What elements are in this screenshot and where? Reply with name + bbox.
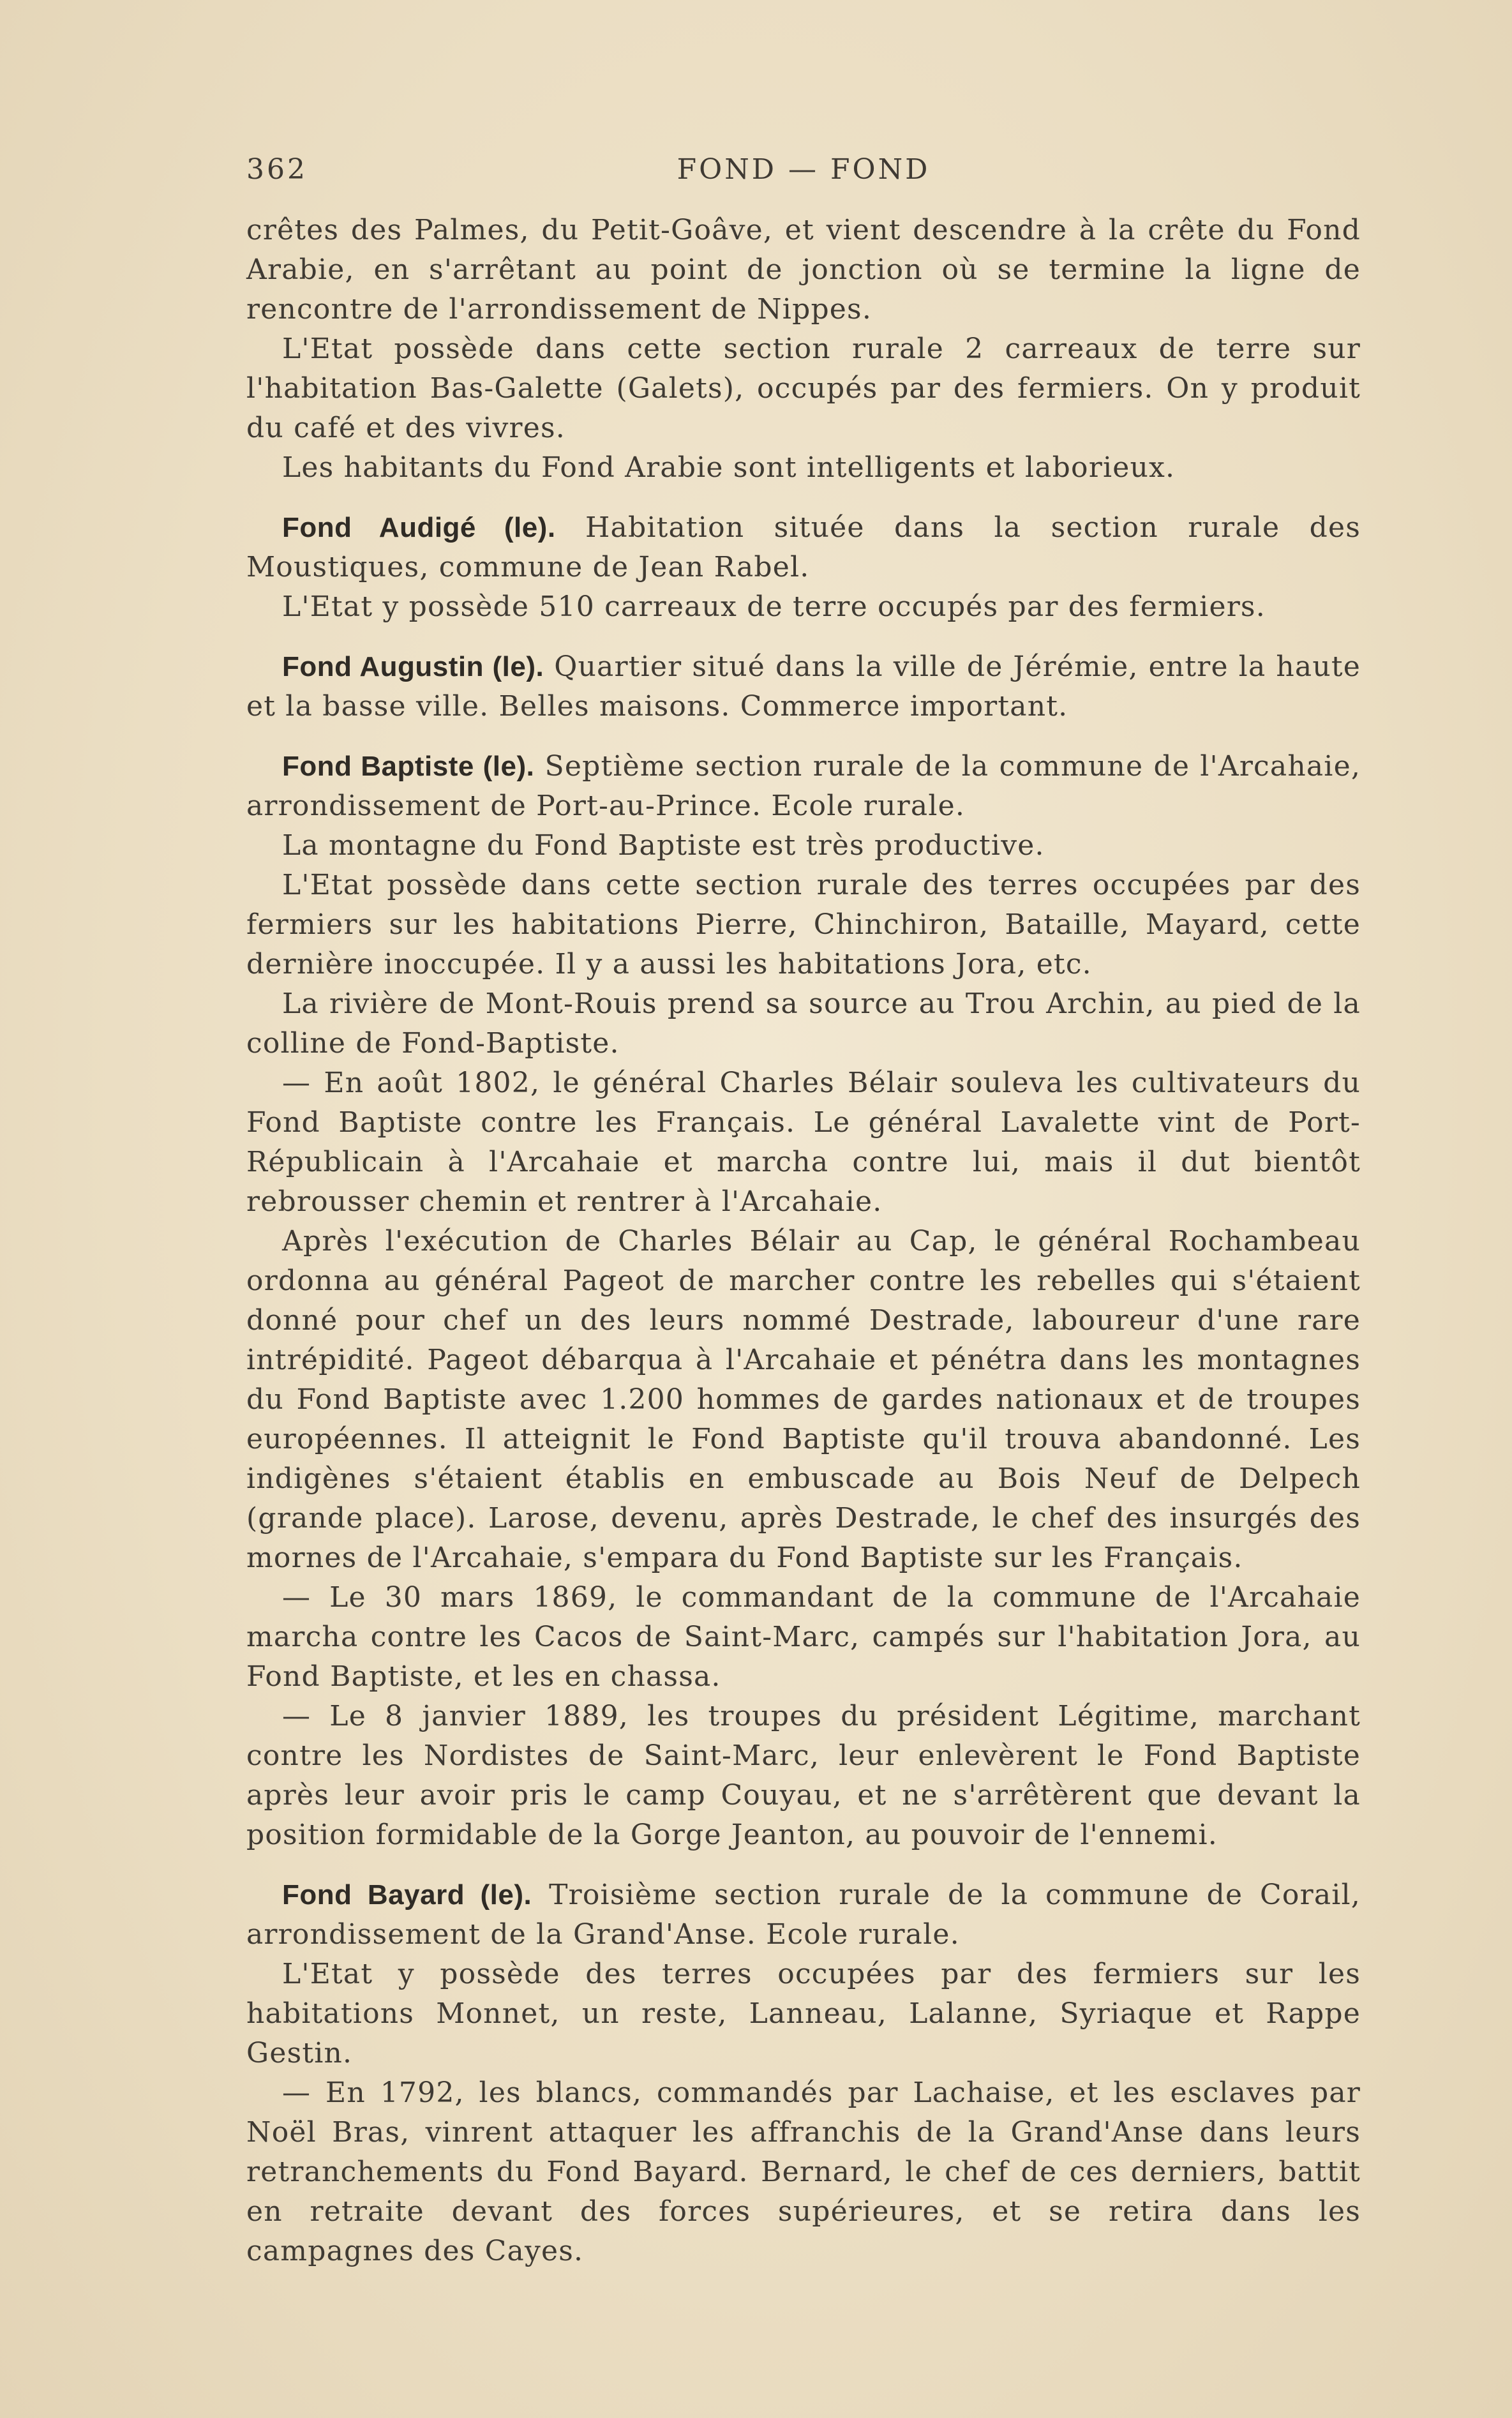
entry-headword: Fond Baptiste (le). xyxy=(282,751,535,782)
paragraph xyxy=(246,1222,1361,1578)
entry-headword: Fond Bayard (le). xyxy=(282,1879,532,1911)
paragraph-text: L'Etat possède dans cette section rurale 2 carreaux de terre sur l'habitation Bas-Galette (Galets), occupés par des fermiers. On y produit du café et des vivres. xyxy=(246,333,1361,444)
paragraph-text: La rivière de Mont-Rouis prend sa source au Trou Archin, au pied de la colline de Fond-Baptiste. xyxy=(246,987,1361,1060)
running-title: FOND — FOND xyxy=(677,153,931,186)
entry-headword: Fond Augustin (le). xyxy=(282,651,544,682)
paragraph-text: Après l'exécution de Charles Bélair au Cap, le général Rochambeau ordonna au général Pageot de marcher contre les rebelles qui s'étaient donné pour chef un des leurs nommé Destrade, laboureur d'une rare intrépidité. Pageot débarqua à l'Arcahaie et pénétra dans les montagnes du Fond Baptiste avec 1.200 hommes de gardes nationaux et de troupes européennes. Il atteignit le Fond Baptiste qu'il trouva abandonné. Les indigènes s'étaient établis en embuscade au Bois Neuf de Delpech (grande place). Larose, devenu, après Destrade, le chef des insurgés des mornes de l'Arcahaie, s'empara du Fond Baptiste sur les Français. xyxy=(246,1225,1361,1574)
paragraph-text: Habitation située dans la section rurale des Moustiques, commune de Jean Rabel. xyxy=(246,511,1361,583)
paragraph xyxy=(246,329,1361,448)
paragraph xyxy=(246,211,1361,329)
book-page xyxy=(246,153,1361,2271)
paragraph xyxy=(246,448,1361,488)
paragraph-text: L'Etat y possède 510 carreaux de terre occupés par des fermiers. xyxy=(282,590,1266,623)
body-text xyxy=(246,211,1361,2271)
paragraph xyxy=(246,2073,1361,2271)
paragraph xyxy=(246,1063,1361,1222)
paragraph-text: — Le 30 mars 1869, le commandant de la commune de l'Arcahaie marcha contre les Cacos de Saint-Marc, campés sur l'habitation Jora, au Fond Baptiste, et les en chassa. xyxy=(246,1581,1361,1693)
paragraph xyxy=(246,1578,1361,1697)
entry-paragraph xyxy=(246,647,1361,726)
paragraph-text: La montagne du Fond Baptiste est très productive. xyxy=(282,829,1045,862)
paragraph-text: — En 1792, les blancs, commandés par Lachaise, et les esclaves par Noël Bras, vinrent attaquer les affranchis de la Grand'Anse dans leurs retranchements du Fond Bayard. Bernard, le chef de ces derniers, battit en retraite devant des forces supérieures, et se retira dans les campagnes des Cayes. xyxy=(246,2076,1361,2267)
paragraph xyxy=(246,1955,1361,2073)
paragraph-text: — En août 1802, le général Charles Bélair souleva les cultivateurs du Fond Baptiste contre les Français. Le général Lavalette vint de Port-Républicain à l'Arcahaie et marcha contre lui, mais il dut bientôt rebrousser chemin et rentrer à l'Arcahaie. xyxy=(246,1067,1361,1218)
paragraph-text: Troisième section rurale de la commune de Corail, arrondissement de la Grand'Anse. Ecole rurale. xyxy=(246,1879,1361,1951)
paragraph xyxy=(246,587,1361,627)
paragraph xyxy=(246,826,1361,866)
paragraph-text: L'Etat y possède des terres occupées par des fermiers sur les habitations Monnet, un reste, Lanneau, Lalanne, Syriaque et Rappe Gestin. xyxy=(246,1958,1361,2069)
paragraph xyxy=(246,984,1361,1063)
entry-paragraph xyxy=(246,747,1361,826)
paragraph-text: Quartier situé dans la ville de Jérémie, entre la haute et la basse ville. Belles maisons. Commerce important. xyxy=(246,650,1361,723)
running-head xyxy=(246,153,1361,198)
paragraph-text: — Le 8 janvier 1889, les troupes du président Légitime, marchant contre les Nordistes de Saint-Marc, leur enlevèrent le Fond Baptiste après leur avoir pris le camp Couyau, et ne s'arrêtèrent que devant la position formidable de la Gorge Jeanton, au pouvoir de l'ennemi. xyxy=(246,1700,1361,1851)
paragraph-text: Les habitants du Fond Arabie sont intelligents et laborieux. xyxy=(282,451,1176,484)
entry-paragraph xyxy=(246,508,1361,587)
paragraph xyxy=(246,1697,1361,1855)
entry-headword: Fond Audigé (le). xyxy=(282,512,556,543)
paragraph-text: Septième section rurale de la commune de l'Arcahaie, arrondissement de Port-au-Prince. Ecole rurale. xyxy=(246,750,1361,822)
paragraph-text: crêtes des Palmes, du Petit-Goâve, et vient descendre à la crête du Fond Arabie, en s'arrêtant au point de jonction où se termine la ligne de rencontre de l'arrondissement de Nippes. xyxy=(246,214,1361,326)
paragraph xyxy=(246,866,1361,984)
page-number: 362 xyxy=(246,153,308,186)
entry-paragraph xyxy=(246,1875,1361,1955)
paragraph-text: L'Etat possède dans cette section rurale des terres occupées par des fermiers sur les habitations Pierre, Chinchiron, Bataille, Mayard, cette dernière inoccupée. Il y a aussi les habitations Jora, etc. xyxy=(246,869,1361,980)
